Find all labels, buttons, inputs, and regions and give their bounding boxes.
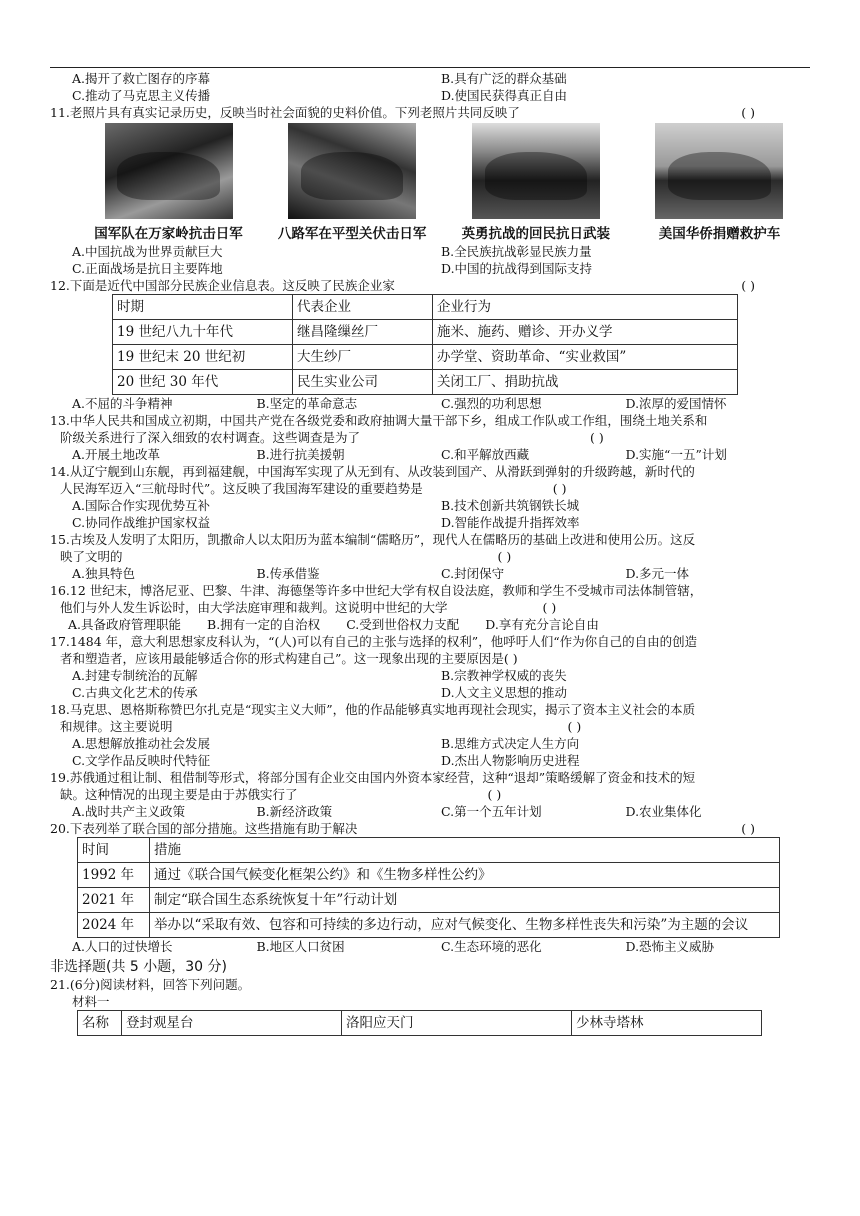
q16-line-2-text: 他们与外人发生诉讼时，由大学法庭审理和裁判。这说明中世纪的大学 xyxy=(60,600,448,615)
table-cell: 19 世纪末 20 世纪初 xyxy=(113,345,293,370)
q10-option-d: D.使国民获得真正自由 xyxy=(441,88,568,103)
q14-option-b: B.技术创新共筑钢铁长城 xyxy=(441,498,580,513)
q11-option-d: D.中国的抗战得到国际支持 xyxy=(441,261,593,276)
table-cell: 20 世纪 30 年代 xyxy=(113,370,293,395)
q16-option-d: D.享有充分言论自由 xyxy=(485,617,599,632)
q16-line-1: 16.12 世纪末，博洛尼亚、巴黎、牛津、海德堡等许多中世纪大学有权自设法庭，教师和学生不受城市司法体制管辖， xyxy=(50,583,703,598)
table-cell: 大生纱厂 xyxy=(293,345,433,370)
table-cell: 关闭工厂、捐助抗战 xyxy=(433,370,738,395)
photo-1-caption: 国军队在万家岭抗击日军 xyxy=(94,226,243,242)
table-header-cell: 企业行为 xyxy=(433,295,738,320)
q11-photo-4 xyxy=(637,123,802,243)
q18-line-2-text: 和规律。这主要说明 xyxy=(60,719,173,734)
q14-line-1: 14.从辽宁舰到山东舰，再到福建舰，中国海军实现了从无到有、从改装到国产、从滑跃到弹射的升级跨越，新时代的 xyxy=(50,464,695,479)
q17-line-1: 17.1484 年，意大利思想家皮科认为，“(人)可以有自己的主张与选择的权利”，他呼吁人们“作为你自己的自由的创造 xyxy=(50,634,698,649)
table-row xyxy=(78,863,780,888)
q18-options-row-2 xyxy=(50,752,810,769)
q17-option-c: C.古典文化艺术的传承 xyxy=(72,685,198,700)
photo-1-image xyxy=(105,123,233,219)
q20-option-b: B.地区人口贫困 xyxy=(256,939,345,954)
q18-answer-bracket: ( ) xyxy=(567,719,582,734)
table-cell: 1992 年 xyxy=(78,863,150,888)
photo-3-caption: 英勇抗战的回民抗日武装 xyxy=(461,226,611,242)
q11-photo-3 xyxy=(453,123,618,243)
q15-option-c: C.封闭保守 xyxy=(441,566,505,581)
q20-answer-bracket: ( ) xyxy=(741,821,755,836)
q12-option-a: A.不屈的斗争精神 xyxy=(72,396,173,411)
q14-answer-bracket: ( ) xyxy=(552,481,567,496)
q18-options-row-1 xyxy=(50,735,810,752)
q11-photo-2 xyxy=(270,123,435,243)
table-row xyxy=(113,345,738,370)
q12-stem-text: 12.下面是近代中国部分民族企业信息表。这反映了民族企业家 xyxy=(50,278,395,293)
table-header-cell: 措施 xyxy=(150,838,780,863)
table-cell: 施米、施药、赠诊、开办义学 xyxy=(433,320,738,345)
q10-option-c: C.推动了马克思主义传播 xyxy=(72,88,211,103)
table-cell: 民生实业公司 xyxy=(293,370,433,395)
photo-4-caption: 美国华侨捐赠救护车 xyxy=(658,226,781,242)
q17-line-2 xyxy=(50,650,810,667)
q15-line-2 xyxy=(50,548,810,565)
q20-option-d: D.恐怖主义威胁 xyxy=(625,939,715,954)
photo-3-image xyxy=(472,123,600,219)
q12-answer-bracket: ( ) xyxy=(741,278,755,293)
q12-enterprise-table xyxy=(112,294,738,395)
q20-option-c: C.生态环境的恶化 xyxy=(441,939,542,954)
q11-answer-bracket: ( ) xyxy=(741,105,755,120)
table-header-cell: 登封观星台 xyxy=(122,1011,342,1036)
q12-options xyxy=(50,395,810,412)
q14-options-row-2 xyxy=(50,514,810,531)
q19-answer-bracket: ( ) xyxy=(487,787,502,802)
table-header-cell: 洛阳应天门 xyxy=(342,1011,572,1036)
q18-option-a: A.思想解放推动社会发展 xyxy=(72,736,211,751)
q16-line-2 xyxy=(50,599,810,616)
q10-options-row-1 xyxy=(50,70,810,87)
q12-option-c: C.强烈的功利思想 xyxy=(441,396,542,411)
q13-option-b: B.进行抗美援朝 xyxy=(256,447,345,462)
q19-option-b: B.新经济政策 xyxy=(256,804,333,819)
table-row xyxy=(113,320,738,345)
q15-line-1: 15.古埃及人发明了太阳历，凯撒命人以太阳历为蓝本编制“儒略历”，现代人在儒略历的基础上改进和使用公历。这反 xyxy=(50,532,696,547)
q21-material-table xyxy=(77,1010,762,1036)
q19-line-1: 19.苏俄通过租让制、租借制等形式，将部分国有企业交由国内外资本家经营，这种“退却”策略缓解了资金和技术的短 xyxy=(50,770,696,785)
q11-option-b: B.全民族抗战彰显民族力量 xyxy=(441,244,592,259)
table-header-cell: 代表企业 xyxy=(293,295,433,320)
q10-option-b: B.具有广泛的群众基础 xyxy=(441,71,567,86)
q17-answer-bracket: ( ) xyxy=(503,651,518,666)
q12-stem xyxy=(50,277,810,294)
top-rule xyxy=(50,67,810,68)
photo-4-image xyxy=(655,123,783,219)
exam-page xyxy=(50,70,810,1036)
table-cell: 制定“联合国生态系统恢复十年”行动计划 xyxy=(150,888,780,913)
q11-options-row-2 xyxy=(50,260,810,277)
q18-option-c: C.文学作品反映时代特征 xyxy=(72,753,211,768)
q21-stem: 21.(6分)阅读材料，回答下列问题。 xyxy=(50,977,251,992)
q20-options xyxy=(50,938,810,955)
q15-line-2-text: 映了文明的 xyxy=(60,549,123,564)
q19-option-c: C.第一个五年计划 xyxy=(441,804,542,819)
table-header-row xyxy=(78,838,780,863)
q16-option-a: A.具备政府管理职能 xyxy=(68,617,182,632)
q20-stem-text: 20.下表列举了联合国的部分措施。这些措施有助于解决 xyxy=(50,821,358,836)
table-header-cell: 名称 xyxy=(78,1011,122,1036)
q16-option-c: C.受到世俗权力支配 xyxy=(346,617,460,632)
table-cell: 2024 年 xyxy=(78,913,150,938)
q13-line-1: 13.中华人民共和国成立初期，中国共产党在各级党委和政府抽调大量干部下乡，组成工作队或工作组，围绕土地关系和 xyxy=(50,413,708,428)
q21-material-label: 材料一 xyxy=(72,994,110,1009)
q17-options-row-1 xyxy=(50,667,810,684)
q14-option-c: C.协同作战维护国家权益 xyxy=(72,515,211,530)
q12-option-d: D.浓厚的爱国情怀 xyxy=(625,396,727,411)
q19-option-d: D.农业集体化 xyxy=(625,804,702,819)
q18-option-d: D.杰出人物影响历史进程 xyxy=(441,753,580,768)
q19-line-2-text: 缺。这种情况的出现主要是由于苏俄实行了 xyxy=(60,787,298,802)
q11-options-row-1 xyxy=(50,243,810,260)
table-header-row xyxy=(78,1011,762,1036)
q14-option-d: D.智能作战提升指挥效率 xyxy=(441,515,580,530)
table-cell: 继昌隆缫丝厂 xyxy=(293,320,433,345)
q16-answer-bracket: ( ) xyxy=(542,600,557,615)
table-cell: 19 世纪八九十年代 xyxy=(113,320,293,345)
q13-line-2-text: 阶级关系进行了深入细致的农村调查。这些调查是为了 xyxy=(60,430,361,445)
table-cell: 举办以“采取有效、包容和可持续的多边行动，应对气候变化、生物多样性丧失和污染”为主题的会议 xyxy=(150,913,780,938)
q11-option-a: A.中国抗战为世界贡献巨大 xyxy=(72,244,223,259)
q13-option-c: C.和平解放西藏 xyxy=(441,447,530,462)
table-cell: 通过《联合国气候变化框架公约》和《生物多样性公约》 xyxy=(150,863,780,888)
q20-stem xyxy=(50,820,810,837)
table-row xyxy=(113,370,738,395)
table-header-cell: 少林寺塔林 xyxy=(572,1011,762,1036)
q15-options xyxy=(50,565,810,582)
q11-photo-1 xyxy=(86,123,251,243)
q13-answer-bracket: ( ) xyxy=(590,430,604,445)
table-header-cell: 时间 xyxy=(78,838,150,863)
q14-option-a: A.国际合作实现优势互补 xyxy=(72,498,211,513)
q19-options xyxy=(50,803,810,820)
q15-option-b: B.传承借鉴 xyxy=(256,566,320,581)
q20-option-a: A.人口的过快增长 xyxy=(72,939,173,954)
q20-measures-table xyxy=(77,837,780,938)
q14-line-2-text: 人民海军迈入“三航母时代”。这反映了我国海军建设的重要趋势是 xyxy=(60,481,423,496)
q15-answer-bracket: ( ) xyxy=(497,549,512,564)
section-heading: 非选择题(共 5 小题，30 分) xyxy=(50,959,227,975)
q11-photo-strip xyxy=(50,121,810,243)
table-row xyxy=(78,913,780,938)
q10-option-a: A.揭开了救亡图存的序幕 xyxy=(72,71,211,86)
q10-options-row-2 xyxy=(50,87,810,104)
q13-option-a: A.开展土地改革 xyxy=(72,447,161,462)
q14-options-row-1 xyxy=(50,497,810,514)
table-cell: 2021 年 xyxy=(78,888,150,913)
q13-option-d: D.实施“一五”计划 xyxy=(625,447,727,462)
table-cell: 办学堂、资助革命、“实业救国” xyxy=(433,345,738,370)
photo-2-image xyxy=(288,123,416,219)
q15-option-d: D.多元一体 xyxy=(625,566,690,581)
q12-option-b: B.坚定的革命意志 xyxy=(256,396,358,411)
q19-option-a: A.战时共产主义政策 xyxy=(72,804,186,819)
q18-line-2 xyxy=(50,718,810,735)
q16-options xyxy=(50,616,810,633)
q11-option-c: C.正面战场是抗日主要阵地 xyxy=(72,261,223,276)
q17-line-2-text: 者和塑造者，应该用最能够适合你的形式构建自己”。这一现象出现的主要原因是 xyxy=(60,651,504,666)
q17-option-d: D.人文主义思想的推动 xyxy=(441,685,568,700)
q13-options xyxy=(50,446,810,463)
q17-option-b: B.宗教神学权威的丧失 xyxy=(441,668,567,683)
photo-2-caption: 八路军在平型关伏击日军 xyxy=(277,226,427,242)
q16-option-b: B.拥有一定的自治权 xyxy=(207,617,321,632)
q14-line-2 xyxy=(50,480,810,497)
table-header-row xyxy=(113,295,738,320)
q13-line-2 xyxy=(50,429,810,446)
table-row xyxy=(78,888,780,913)
q18-option-b: B.思维方式决定人生方向 xyxy=(441,736,580,751)
q11-stem-text: 11.老照片具有真实记录历史，反映当时社会面貌的史料价值。下列老照片共同反映了 xyxy=(50,105,520,120)
q19-line-2 xyxy=(50,786,810,803)
q18-line-1: 18.马克思、恩格斯称赞巴尔扎克是“现实主义大师”，他的作品能够真实地再现社会现实，揭示了资本主义社会的本质 xyxy=(50,702,696,717)
table-header-cell: 时期 xyxy=(113,295,293,320)
q11-stem xyxy=(50,104,810,121)
q17-option-a: A.封建专制统治的瓦解 xyxy=(72,668,198,683)
q15-option-a: A.独具特色 xyxy=(72,566,136,581)
q17-options-row-2 xyxy=(50,684,810,701)
